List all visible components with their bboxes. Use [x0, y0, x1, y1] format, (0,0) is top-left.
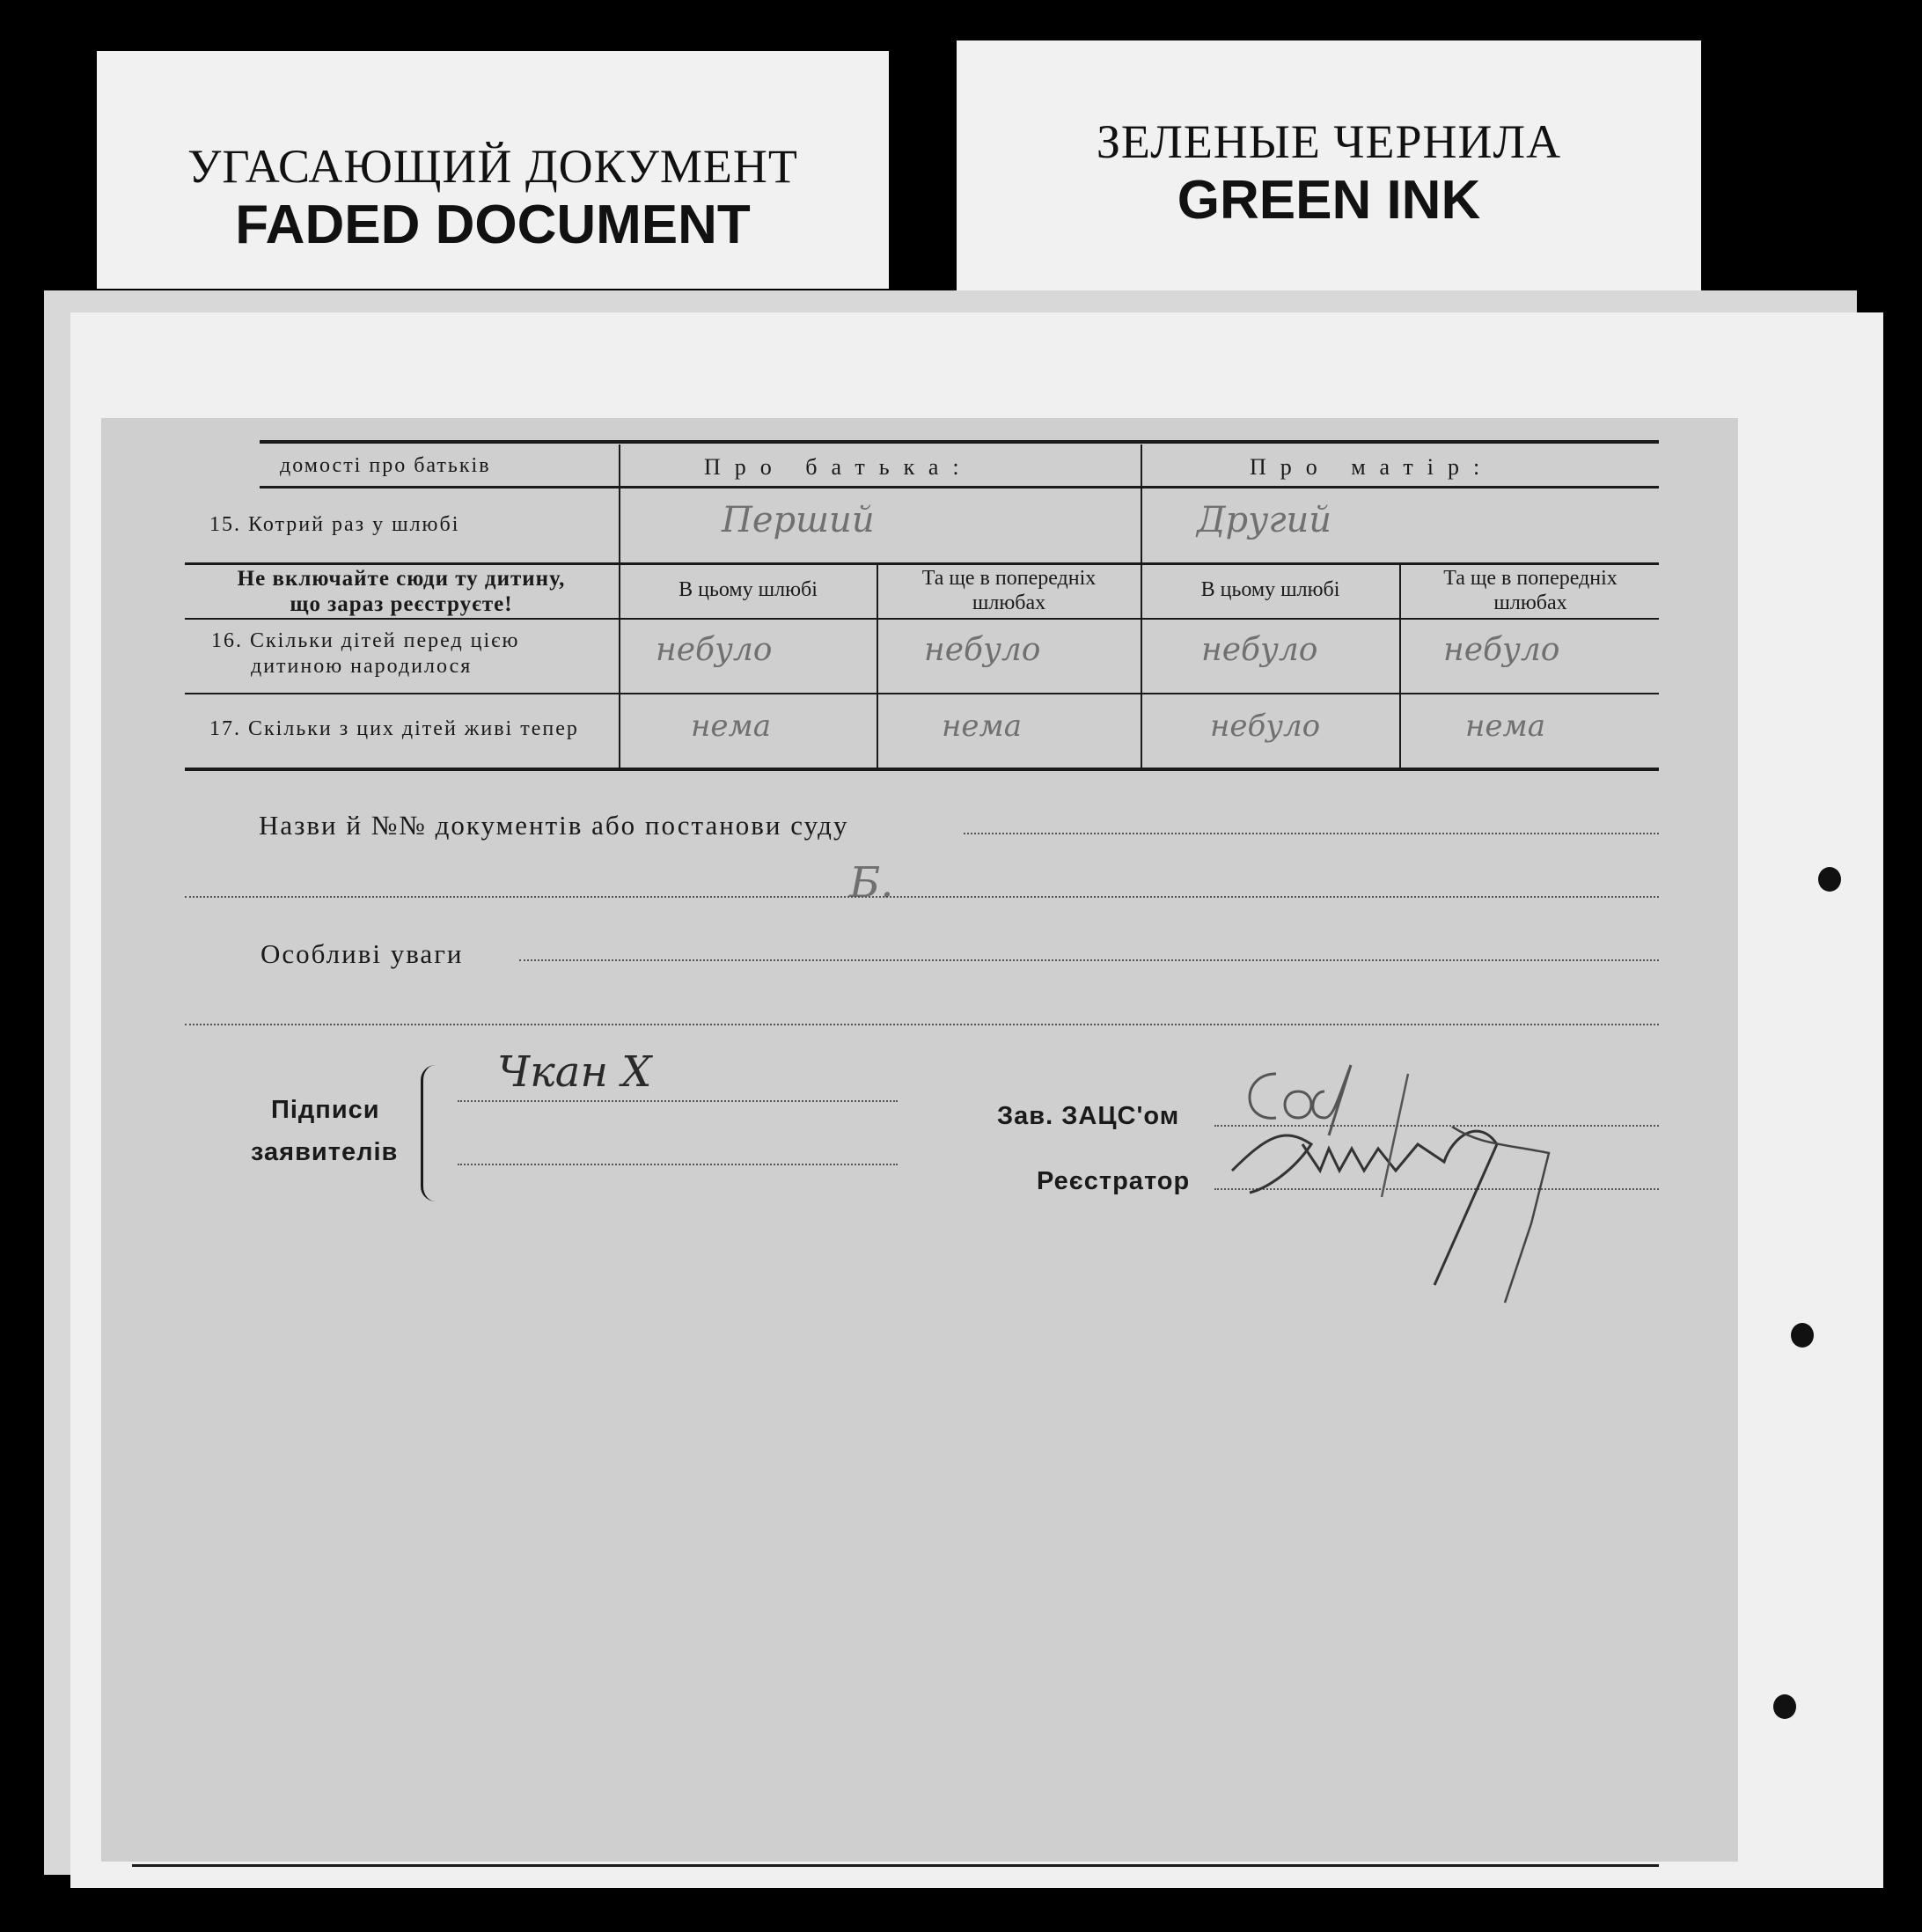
applicants-signatures-label-line2: заявителів — [251, 1138, 399, 1166]
row17-value: нема — [691, 709, 771, 744]
documents-line — [964, 833, 1659, 834]
table-col-rule — [877, 563, 878, 768]
documents-line — [185, 896, 1659, 898]
documents-label: Назви й №№ документів або постанови суду — [259, 810, 849, 841]
row15-father-value: Перший — [722, 500, 875, 540]
row17-value: нема — [942, 709, 1022, 744]
notice-line-2: що зараз реєструєте! — [290, 592, 513, 616]
table-top-rule — [260, 440, 1659, 444]
applicant-signature: Чкан Х — [497, 1047, 652, 1097]
table-col-rule — [1399, 563, 1401, 768]
row17-label: 17. Скільки з цих дітей живі тепер — [209, 717, 579, 740]
notice-line-1: Не включайте сюди ту дитину, — [237, 567, 566, 591]
remarks-label: Особливі уваги — [260, 938, 464, 969]
punch-hole — [1818, 867, 1841, 892]
row16-value: небуло — [656, 632, 773, 668]
applicants-signatures-label-line1: Підписи — [271, 1096, 380, 1124]
registrar-signature — [1214, 1039, 1619, 1320]
table-col-rule — [1141, 444, 1142, 768]
green-ink-card — [957, 40, 1701, 291]
registry-head-label: Зав. ЗАЦС'ом — [997, 1102, 1180, 1130]
table-rule — [260, 486, 1659, 489]
subcol-line-2: шлюбах — [972, 591, 1046, 614]
punch-hole — [1791, 1323, 1814, 1348]
father-this-marriage-header: В цьому шлюбі — [679, 578, 818, 601]
row17-value: небуло — [1210, 709, 1321, 744]
table-col-rule — [619, 444, 620, 768]
about-mother-header: Про матір: — [1250, 454, 1494, 480]
parents-info-header: домості про батьків — [280, 454, 491, 477]
faded-document-label-en: FADED DOCUMENT — [235, 195, 751, 255]
table-rule — [185, 562, 1659, 565]
documents-value: Б. — [849, 858, 894, 907]
remarks-line — [519, 959, 1659, 961]
registrar-label: Реєстратор — [1037, 1167, 1191, 1195]
row15-label: 15. Котрий раз у шлюбі — [209, 513, 460, 536]
green-ink-label-ru: ЗЕЛЕНЫЕ ЧЕРНИЛА — [1096, 115, 1562, 168]
mother-previous-marriages-header — [1402, 566, 1659, 615]
applicant-signature-line — [458, 1100, 898, 1102]
row16-label-line2: дитиною народилося — [251, 655, 473, 678]
father-previous-marriages-header — [879, 566, 1139, 615]
faded-document-label-ru: УГАСАЮЩИЙ ДОКУМЕНТ — [187, 140, 798, 193]
remarks-line — [185, 1024, 1659, 1025]
applicant-signature-line — [458, 1164, 898, 1165]
table-rule — [185, 618, 1659, 620]
subcol-line-2: шлюбах — [1493, 591, 1567, 614]
punch-hole — [1773, 1694, 1796, 1719]
row16-value: небуло — [924, 632, 1041, 668]
faded-document-card — [97, 51, 889, 289]
about-father-header: Про батька: — [704, 454, 973, 480]
signature-brace — [421, 1065, 436, 1201]
row17-value: нема — [1465, 709, 1545, 744]
green-ink-label-en: GREEN INK — [1177, 170, 1481, 231]
table-rule — [185, 693, 1659, 694]
row16-label-line1: 16. Скільки дітей перед цією — [211, 629, 520, 652]
sheet-bottom-rule — [132, 1864, 1659, 1867]
table-bottom-rule — [185, 768, 1659, 771]
notice-exclude-child — [189, 566, 613, 617]
row15-mother-value: Другий — [1197, 500, 1332, 540]
subcol-line-1: Та ще в попередніх — [1443, 567, 1618, 590]
mother-this-marriage-header: В цьому шлюбі — [1200, 578, 1340, 601]
row16-value: небуло — [1201, 632, 1318, 668]
row16-value: небуло — [1443, 632, 1560, 668]
subcol-line-1: Та ще в попередніх — [921, 567, 1097, 590]
